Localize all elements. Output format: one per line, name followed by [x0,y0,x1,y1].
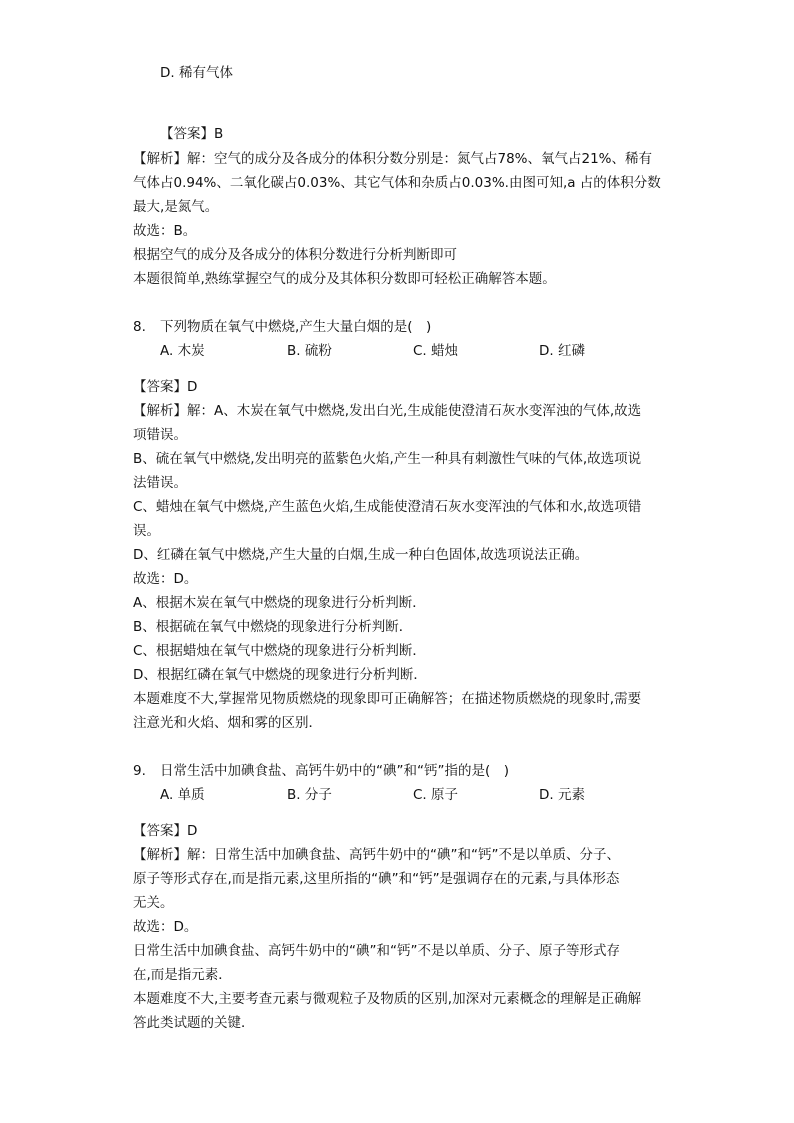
q9-analysis-line-7: 答此类试题的关键． [133,1015,255,1031]
prev-analysis-line-2: 最大,是氮气。 [133,199,219,215]
q8-option-a: A. 木炭 [160,343,205,359]
q9-analysis-line-5: 在,而是指元素． [133,967,232,983]
q9-option-a: A. 单质 [160,787,205,803]
analysis-label: 【解析】 [133,847,187,863]
q9-stem [0,762,794,780]
prev-analysis-line-3: 故选：B。 [133,223,197,239]
q8-analysis-line-4: C、蜡烛在氧气中燃烧,产生蓝色火焰,生成能使澄清石灰水变浑浊的气体和水,故选项错 [133,499,642,515]
q9-analysis-line-4: 日常生活中加碘食盐、高钙牛奶中的“碘”和“钙”不是以单质、分子、原子等形式存 [133,943,620,959]
q9-analysis-line-0 [133,846,620,864]
q8-analysis-line-5: 误。 [133,523,160,539]
q8-analysis-line-8: A、根据木炭在氧气中燃烧的现象进行分析判断． [133,595,426,611]
answer-value: D [187,823,198,839]
q9-analysis-line-3: 故选：D。 [133,919,198,935]
q8-analysis-line-6: D、红磷在氧气中燃烧,产生大量的白烟,生成一种白色固体,故选项说法正确。 [133,547,589,563]
q8-analysis-line-13: 注意光和火焰、烟和雾的区别． [133,715,322,731]
q9-answer [133,822,197,840]
q9-analysis-line-6: 本题难度不大,主要考查元素与微观粒子及物质的区别,加深对元素概念的理解是正确解 [133,991,642,1007]
q8-answer [133,378,197,396]
prev-option-d: D. 稀有气体 [160,65,233,81]
prev-analysis-line-1: 气体占0.94%、二氧化碳占0.03%、其它气体和杂质占0.03%.由图可知,a 占的体积分数 [133,175,661,191]
q8-analysis-line-10: C、根据蜡烛在氧气中燃烧的现象进行分析判断． [133,643,426,659]
q9-number: 9. [133,763,146,779]
q8-option-d: D. 红磷 [539,343,585,359]
q9-analysis-line-1: 原子等形式存在,而是指元素,这里所指的“碘”和“钙”是强调存在的元素,与具体形态 [133,871,620,887]
q8-analysis-line-3: 法错误。 [133,475,187,491]
q8-analysis-line-7: 故选：D。 [133,571,198,587]
q9-option-d: D. 元素 [539,787,585,803]
prev-answer [160,125,223,143]
analysis-label: 【解析】 [133,403,187,419]
q9-option-b: B. 分子 [287,787,332,803]
analysis-text: 解：A、木炭在氧气中燃烧,发出白光,生成能使澄清石灰水变浑浊的气体,故选 [187,403,642,419]
q9-option-c: C. 原子 [413,787,459,803]
prev-analysis-line-5: 本题很简单,熟练掌握空气的成分及其体积分数即可轻松正确解答本题。 [133,271,556,287]
q8-stem-text: 下列物质在氧气中燃烧,产生大量白烟的是( ) [160,319,432,335]
answer-value: B [214,126,224,142]
q8-analysis-line-1: 项错误。 [133,427,187,443]
q8-analysis-line-11: D、根据红磷在氧气中燃烧的现象进行分析判断． [133,667,427,683]
answer-label: 【答案】 [133,823,187,839]
q8-option-c: C. 蜡烛 [413,343,459,359]
q8-option-b: B. 硫粉 [287,343,332,359]
q8-number: 8. [133,319,146,335]
q8-analysis-line-0 [133,402,641,420]
q8-analysis-line-2: B、硫在氧气中燃烧,发出明亮的蓝紫色火焰,产生一种具有刺激性气味的气体,故选项说 [133,451,642,467]
analysis-label: 【解析】 [133,151,187,167]
q9-stem-text: 日常生活中加碘食盐、高钙牛奶中的“碘”和“钙”指的是( ) [160,763,510,779]
q9-analysis-line-2: 无关。 [133,895,174,911]
q8-stem [0,318,794,336]
answer-value: D [187,379,198,395]
analysis-text: 解：日常生活中加碘食盐、高钙牛奶中的“碘”和“钙”不是以单质、分子、 [187,847,620,863]
answer-label: 【答案】 [160,126,214,142]
q9-options [0,786,794,804]
analysis-text: 解：空气的成分及各成分的体积分数分别是：氮气占78%、氧气占21%、稀有 [187,151,653,167]
q8-analysis-line-12: 本题难度不大,掌握常见物质燃烧的现象即可正确解答；在描述物质燃烧的现象时,需要 [133,691,642,707]
q8-analysis-line-9: B、根据硫在氧气中燃烧的现象进行分析判断． [133,619,413,635]
prev-analysis-line-4: 根据空气的成分及各成分的体积分数进行分析判断即可 [133,247,457,263]
answer-label: 【答案】 [133,379,187,395]
q8-options [0,342,794,360]
prev-analysis-line-0 [133,150,652,168]
